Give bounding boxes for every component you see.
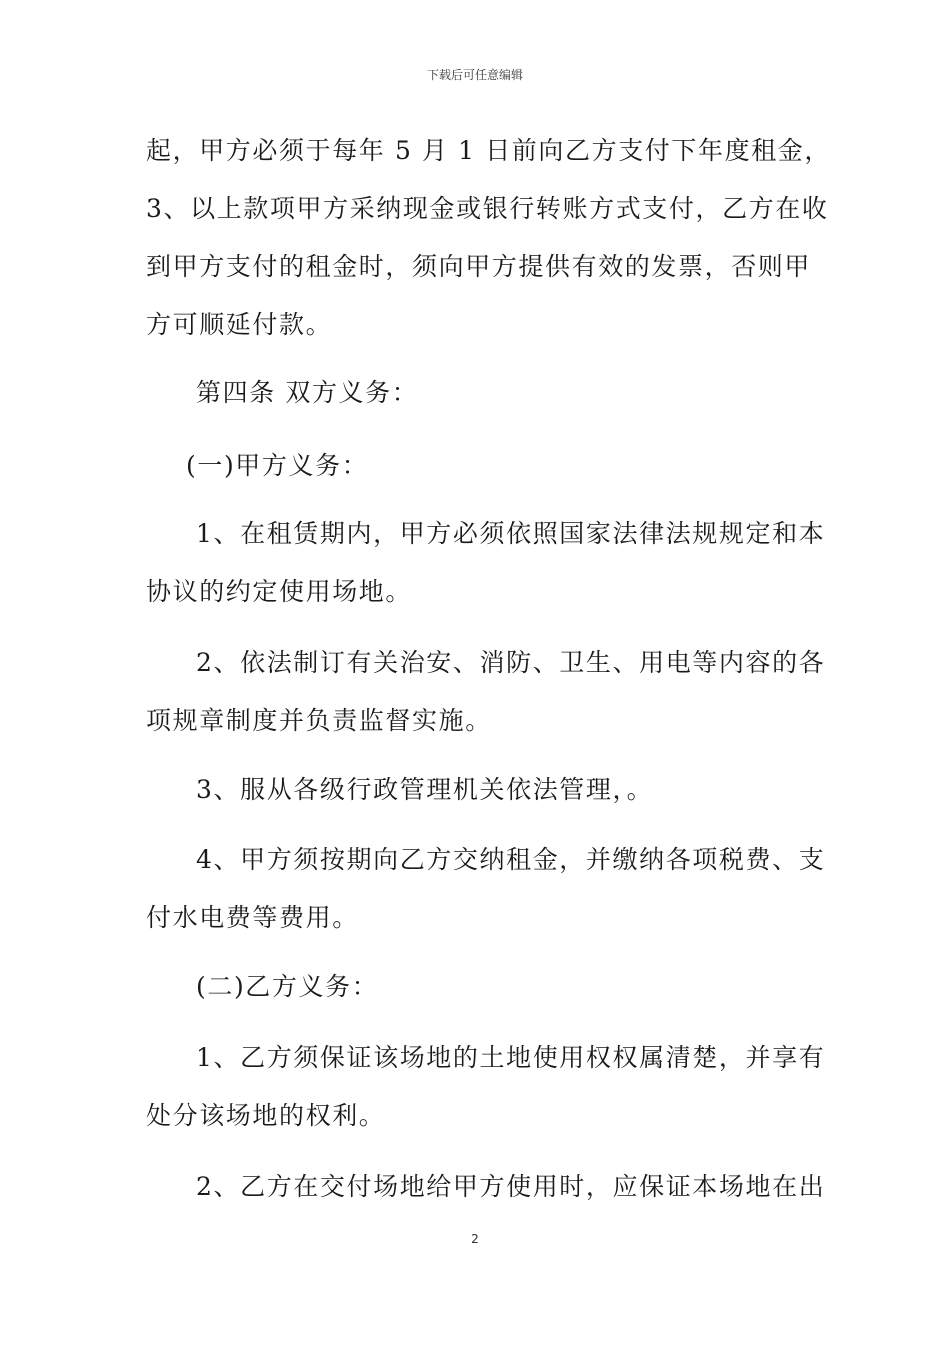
body-line: 到甲方支付的租金时，须向甲方提供有效的发票，否则甲 <box>146 252 812 281</box>
body-line: 2、依法制订有关治安、消防、卫生、用电等内容的各 <box>196 648 826 677</box>
subsection-heading: (二)乙方义务： <box>196 972 379 1001</box>
page-header: 下载后可任意编辑 <box>426 68 523 82</box>
body-line: 1、乙方须保证该场地的土地使用权权属清楚，并享有 <box>196 1043 826 1072</box>
subsection-heading: (一)甲方义务： <box>186 451 369 480</box>
body-line: 3、以上款项甲方采纳现金或银行转账方式支付，乙方在收 <box>146 194 829 223</box>
body-line: 4、甲方须按期向乙方交纳租金，并缴纳各项税费、支 <box>196 845 826 874</box>
body-line: 起，甲方必须于每年 5 月 1 日前向乙方支付下年度租金， <box>146 136 832 165</box>
body-line: 付水电费等费用。 <box>146 903 359 932</box>
section-heading: 第四条 双方义务： <box>196 378 419 407</box>
body-line: 3、服从各级行政管理机关依法管理，。 <box>196 775 654 804</box>
body-line: 1、在租赁期内，甲方必须依照国家法律法规规定和本 <box>196 519 826 548</box>
body-line: 协议的约定使用场地。 <box>146 577 413 606</box>
page-number: 2 <box>471 1232 479 1246</box>
body-line: 项规章制度并负责监督实施。 <box>146 706 492 735</box>
body-line: 2、乙方在交付场地给甲方使用时，应保证本场地在出 <box>196 1172 826 1201</box>
body-line: 处分该场地的权利。 <box>146 1101 386 1130</box>
body-line: 方可顺延付款。 <box>146 310 333 339</box>
